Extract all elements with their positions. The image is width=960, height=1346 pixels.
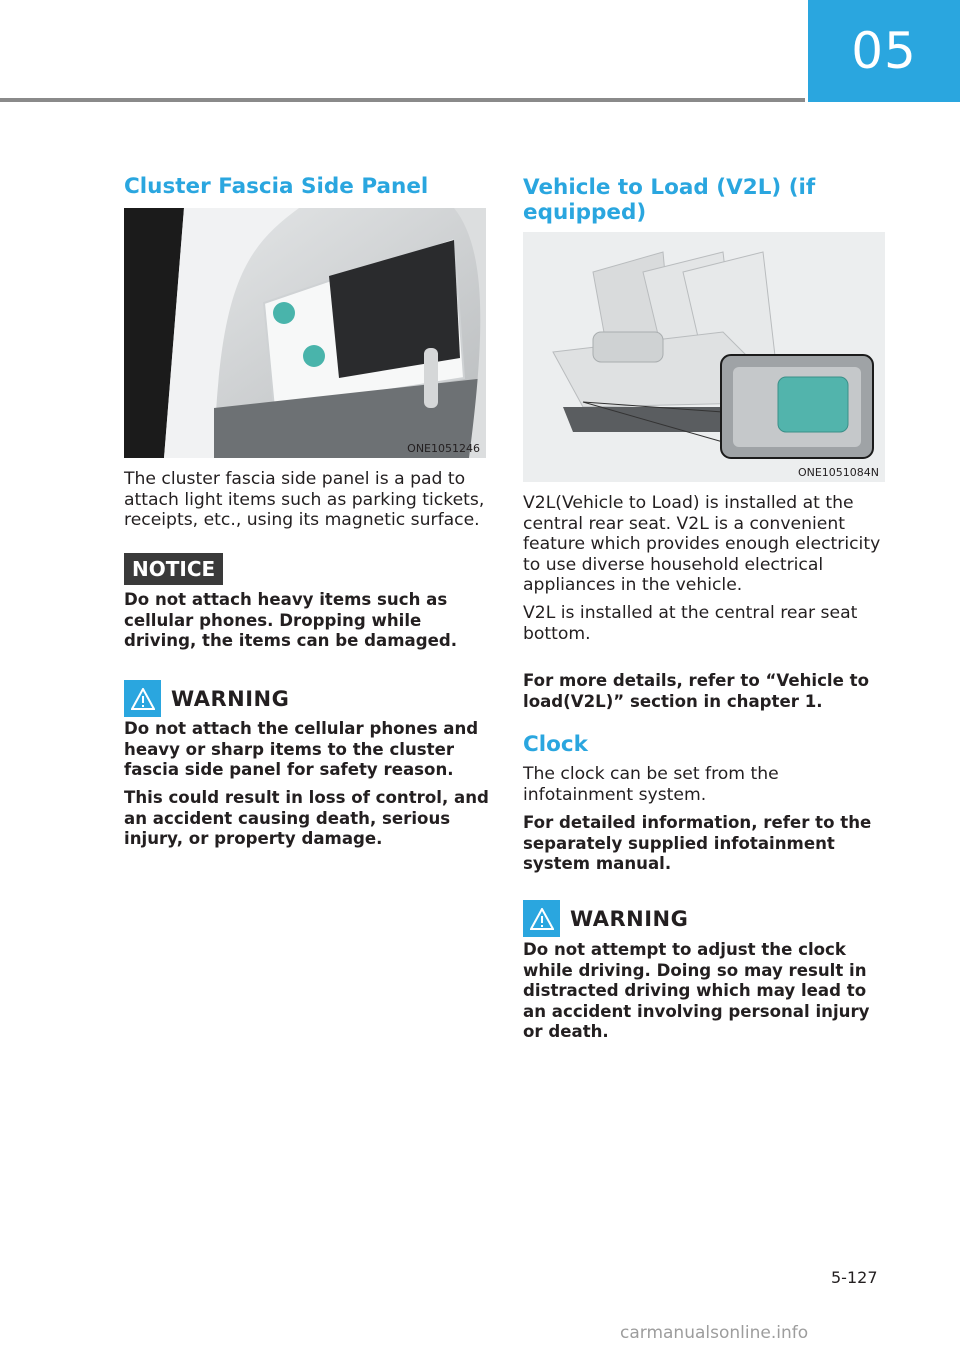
v2l-location: V2L is installed at the central rear seat bottom. (523, 603, 858, 644)
clock-description: The clock can be set from the infotainment system. (523, 764, 779, 805)
v2l-reference: For more details, refer to “Vehicle to load(V2L)” section in chapter 1. (523, 671, 869, 711)
clock-warning-text: Do not attempt to adjust the clock while driving. Doing so may result in distracted driving which may lead to an accident involving personal injury or death. (523, 940, 870, 1041)
cluster-fascia-description: The cluster fascia side panel is a pad to attach light items such as parking tickets, receipts, etc., using its magnetic surface. (124, 469, 485, 530)
clock-reference: For detailed information, refer to the separately supplied infotainment system manual. (523, 813, 872, 873)
cluster-fascia-figure (124, 208, 486, 458)
warning-header (124, 680, 289, 717)
v2l-figure (523, 232, 885, 482)
v2l-seat-illustration (523, 232, 885, 482)
section-heading-cluster-fascia: Cluster Fascia Side Panel (124, 174, 429, 199)
warning-triangle-icon (523, 900, 560, 937)
warning-label: WARNING (570, 906, 689, 931)
chapter-number: 05 (851, 22, 917, 80)
warning-label: WARNING (171, 686, 290, 711)
clock-warning-header (523, 900, 688, 937)
page-number: 5-127 (831, 1268, 878, 1287)
figure-code: ONE1051084N (797, 466, 879, 479)
warning-text-2: This could result in loss of control, and an accident causing death, serious injury, or property damage. (124, 788, 489, 848)
chapter-tab (808, 0, 960, 102)
figure-code: ONE1051246 (407, 442, 480, 455)
section-heading-clock: Clock (523, 732, 588, 757)
cluster-fascia-illustration (124, 208, 486, 458)
warning-triangle-icon (124, 680, 161, 717)
warning-text-1: Do not attach the cellular phones and heavy or sharp items to the cluster fascia side panel for safety reason. (124, 719, 479, 779)
v2l-description: V2L(Vehicle to Load) is installed at the central rear seat. V2L is a convenient feature which provides enough electricity to use diverse household electrical appliances in the vehicle. (523, 493, 881, 595)
watermark: carmanualsonline.info (620, 1323, 809, 1343)
header-rule (0, 98, 805, 102)
notice-label: NOTICE (124, 553, 223, 585)
section-heading-v2l: Vehicle to Load (V2L) (if equipped) (523, 175, 816, 225)
notice-text: Do not attach heavy items such as cellular phones. Dropping while driving, the items can be damaged. (124, 590, 458, 650)
